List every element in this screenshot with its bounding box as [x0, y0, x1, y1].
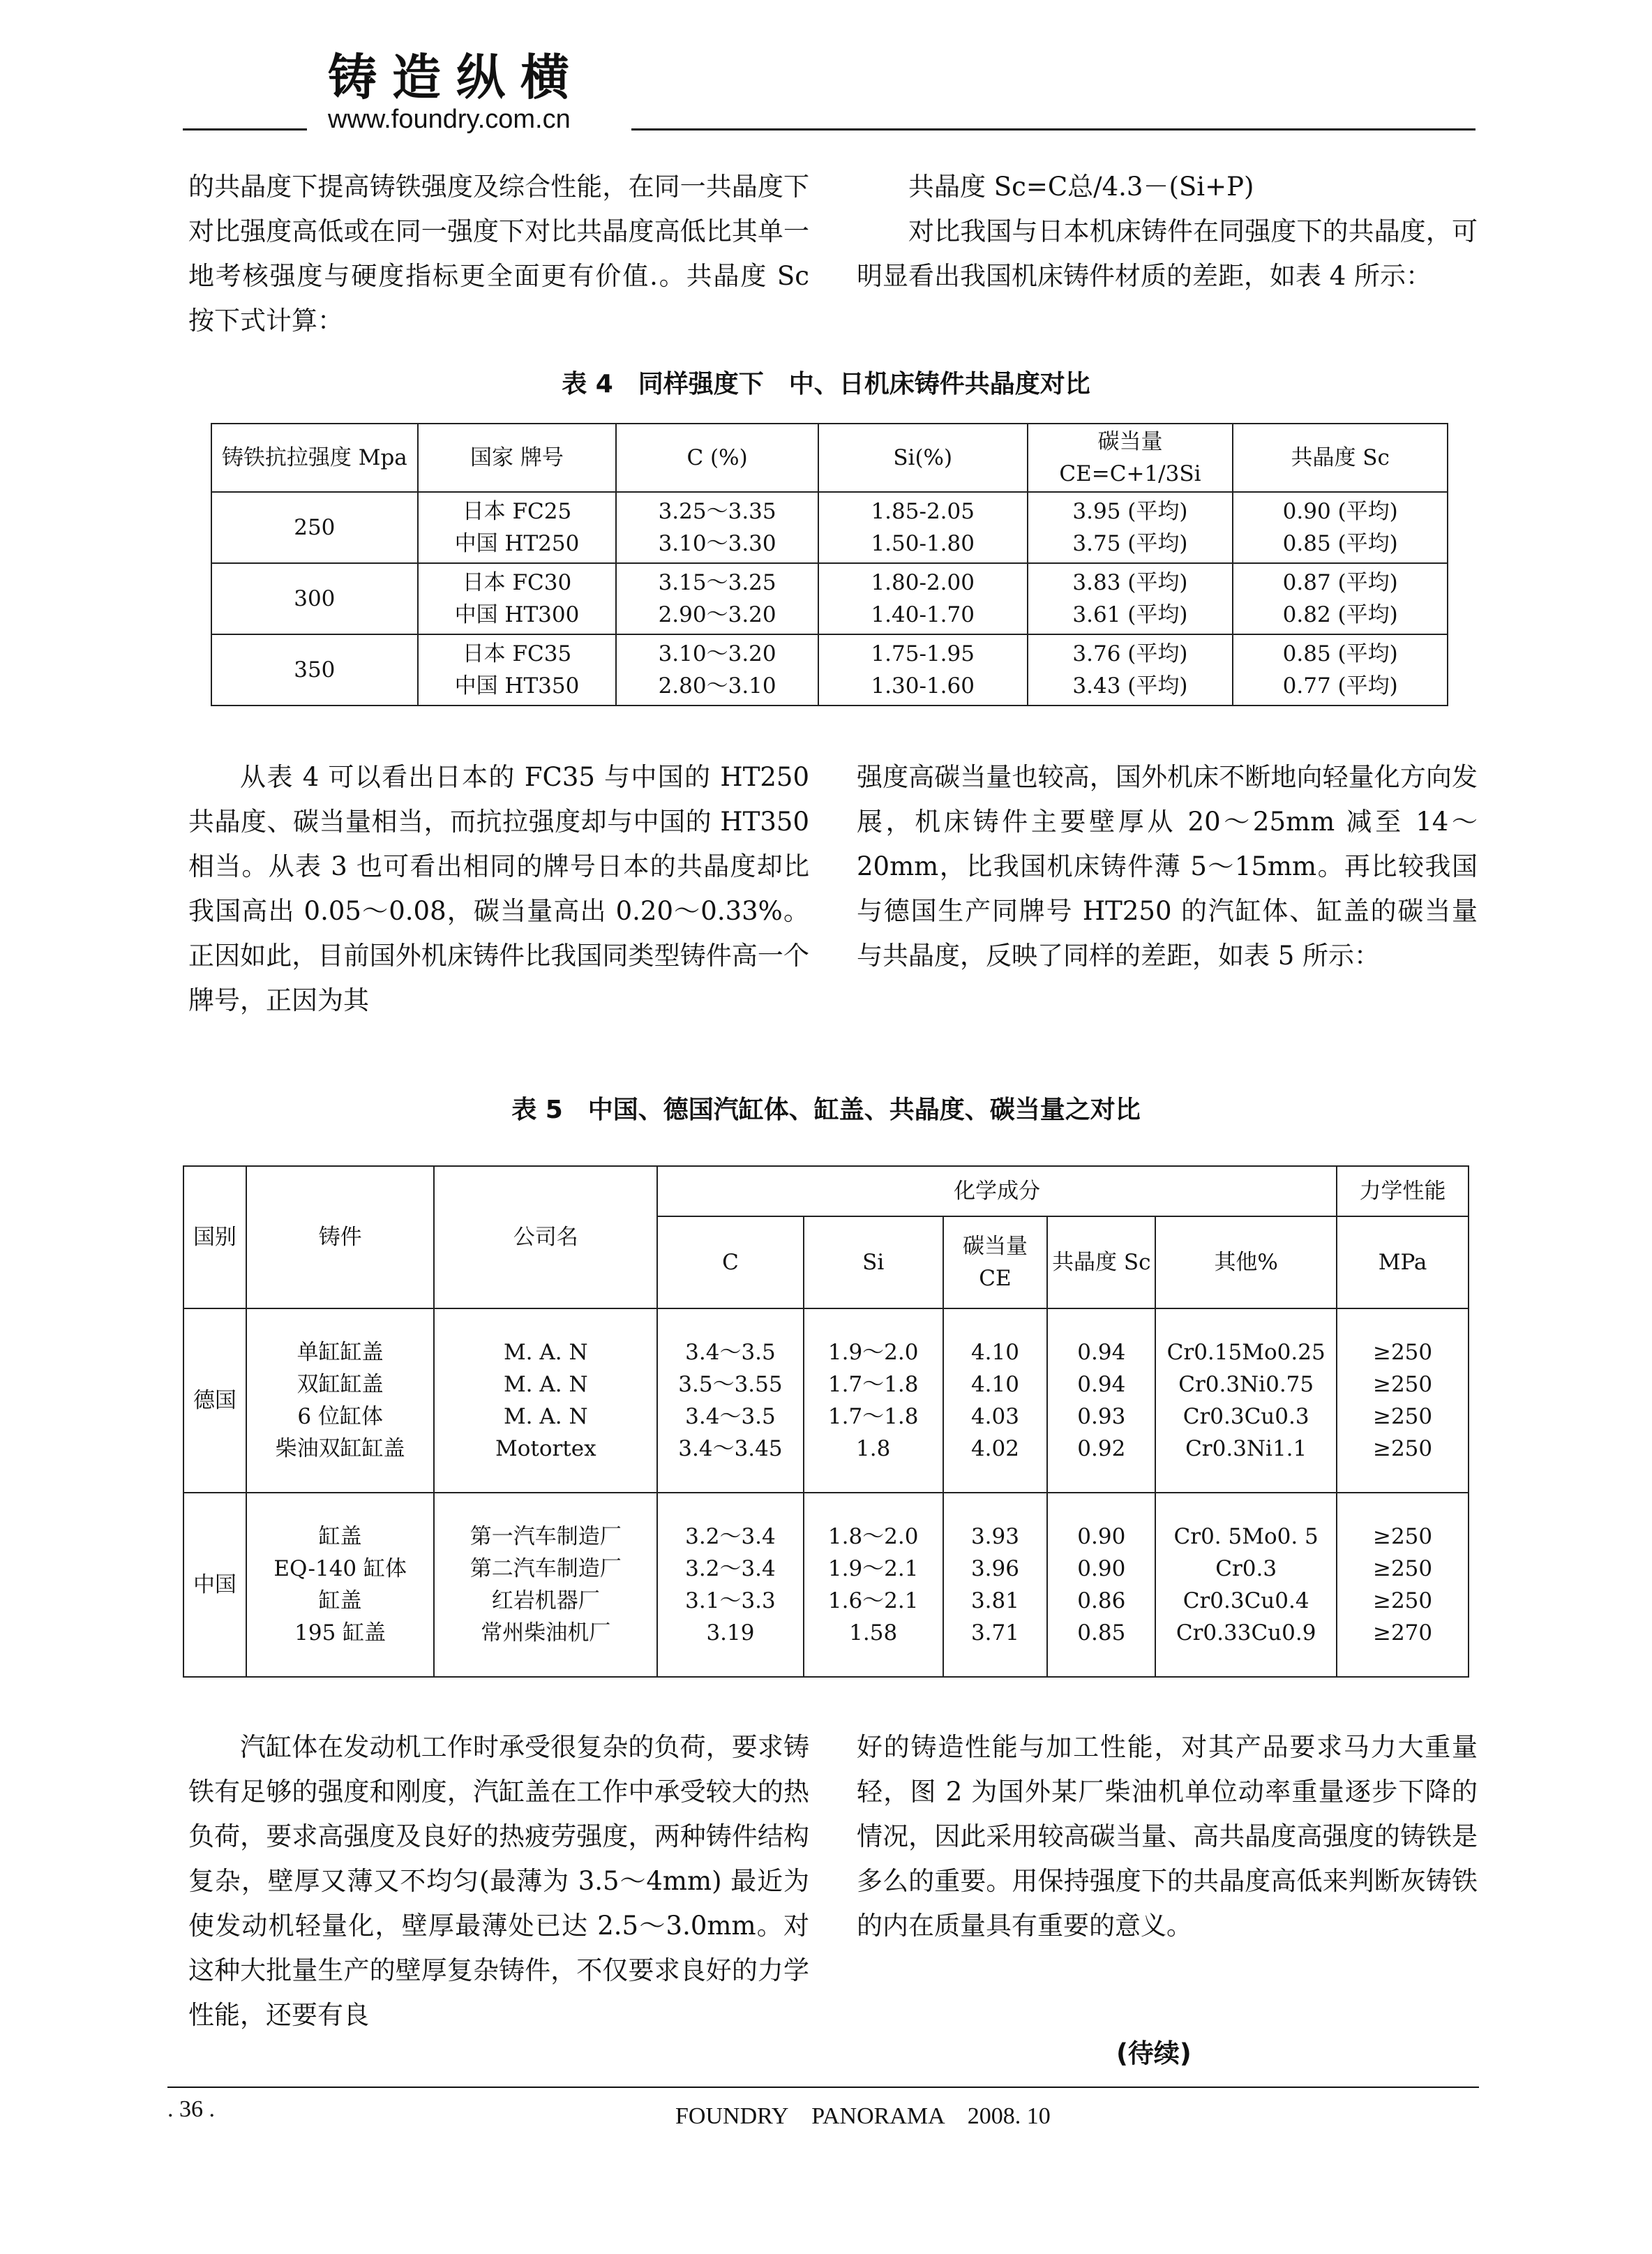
table5	[183, 1165, 1469, 1678]
bottom-right-column	[857, 1725, 1478, 1948]
other-cell: Cr0. 5Mo0. 5 Cr0.3 Cr0.3Cu0.4 Cr0.33Cu0.9	[1155, 1493, 1337, 1677]
table4-header-cell: C (%)	[616, 424, 818, 492]
middle-right-column	[857, 755, 1478, 978]
other-cell: Cr0.15Mo0.25 Cr0.3Ni0.75 Cr0.3Cu0.3 Cr0.3Ni1.1	[1155, 1308, 1337, 1493]
c-cell: 3.2～3.4 3.2～3.4 3.1～3.3 3.19	[657, 1493, 804, 1677]
casting-cell: 缸盖 EQ-140 缸体 缸盖 195 缸盖	[246, 1493, 435, 1677]
sc-header: 共晶度 Sc	[1047, 1216, 1155, 1308]
sc-cell: 0.90 0.90 0.86 0.85	[1047, 1493, 1155, 1677]
bottom-left-column	[188, 1725, 809, 2038]
strength-cell: 250	[211, 492, 418, 563]
journal-brand: 铸造纵横	[328, 49, 585, 106]
mpa-cell: ≥250 ≥250 ≥250 ≥270	[1337, 1493, 1469, 1677]
strength-cell: 300	[211, 563, 418, 634]
mpa-cell: ≥250 ≥250 ≥250 ≥250	[1337, 1308, 1469, 1493]
grade-cell: 日本 FC35 中国 HT350	[418, 634, 617, 706]
formula: 共晶度 Sc=C总/4.3－(Si+P)	[908, 172, 1254, 202]
ce-cell: 4.10 4.10 4.03 4.02	[943, 1308, 1048, 1493]
company-cell: 第一汽车制造厂 第二汽车制造厂 红岩机器厂 常州柴油机厂	[434, 1493, 657, 1677]
country-cell: 德国	[183, 1308, 246, 1493]
table4-header-cell: 共晶度 Sc	[1233, 424, 1448, 492]
ce-cell: 3.93 3.96 3.81 3.71	[943, 1493, 1048, 1677]
strength-cell: 350	[211, 634, 418, 706]
si-cell: 1.85-2.05 1.50-1.80	[818, 492, 1028, 563]
intro-left-paragraph: 的共晶度下提高铸铁强度及综合性能，在同一共晶度下对比强度高低或在同一强度下对比共晶度高低比其单一地考核强度与硬度指标更全面更有价值.。共晶度 Sc 按下式计算：	[188, 172, 809, 336]
bottom-right-paragraph: 好的铸造性能与加工性能，对其产品要求马力大重量轻，图 2 为国外某厂柴油机单位动率重量逐步下降的情况，因此采用较高碳当量、高共晶度高强度的铸铁是多么的重要。用保持强度下的共晶度高低来判断灰铸铁的内在质量具有重要的意义。	[857, 1732, 1478, 1941]
grade-cell: 日本 FC30 中国 HT300	[418, 563, 617, 634]
journal-url: www.foundry.com.cn	[328, 105, 571, 134]
c-cell: 3.25～3.35 3.10～3.30	[616, 492, 818, 563]
grade-cell: 日本 FC25 中国 HT250	[418, 492, 617, 563]
ce-cell: 3.83 (平均) 3.61 (平均)	[1028, 563, 1233, 634]
si-cell: 1.75-1.95 1.30-1.60	[818, 634, 1028, 706]
sc-cell: 0.85 (平均) 0.77 (平均)	[1233, 634, 1448, 706]
casting-cell: 单缸缸盖 双缸缸盖 6 位缸体 柴油双缸缸盖	[246, 1308, 435, 1493]
table4-header-cell: 碳当量 CE=C+1/3Si	[1028, 424, 1233, 492]
to-be-continued: (待续)	[1116, 2038, 1192, 2068]
c-cell: 3.10～3.20 2.80～3.10	[616, 634, 818, 706]
ce-cell: 3.76 (平均) 3.43 (平均)	[1028, 634, 1233, 706]
ce-cell: 3.95 (平均) 3.75 (平均)	[1028, 492, 1233, 563]
table4-header-cell: 国家 牌号	[418, 424, 617, 492]
casting-header: 铸件	[246, 1166, 435, 1308]
intro-right-paragraph: 对比我国与日本机床铸件在同强度下的共晶度，可明显看出我国机床铸件材质的差距，如表 4 所示：	[857, 216, 1478, 291]
table-row	[211, 563, 1448, 634]
other-header: 其他%	[1155, 1216, 1337, 1308]
table-row	[211, 492, 1448, 563]
mpa-header: MPa	[1337, 1216, 1469, 1308]
middle-left-column	[188, 755, 809, 1023]
sc-cell: 0.87 (平均) 0.82 (平均)	[1233, 563, 1448, 634]
ce-header: 碳当量 CE	[943, 1216, 1048, 1308]
si-cell: 1.9～2.0 1.7～1.8 1.7～1.8 1.8	[804, 1308, 943, 1493]
c-cell: 3.4～3.5 3.5～3.55 3.4～3.5 3.4～3.45	[657, 1308, 804, 1493]
c-cell: 3.15～3.25 2.90～3.20	[616, 563, 818, 634]
footer-rule	[167, 2087, 1479, 2088]
si-cell: 1.8～2.0 1.9～2.1 1.6～2.1 1.58	[804, 1493, 943, 1677]
chem-header: 化学成分	[657, 1166, 1337, 1216]
table4-header-row	[211, 424, 1448, 492]
table4-caption: 表 4 同样强度下 中、日机床铸件共晶度对比	[562, 370, 1090, 398]
c-header: C	[657, 1216, 804, 1308]
sc-cell: 0.90 (平均) 0.85 (平均)	[1233, 492, 1448, 563]
table5-header-row	[183, 1166, 1469, 1216]
table5-caption: 表 5 中国、德国汽缸体、缸盖、共晶度、碳当量之对比	[511, 1096, 1141, 1124]
table4-header-cell: 铸铁抗拉强度 Mpa	[211, 424, 418, 492]
intro-left-column	[188, 165, 809, 343]
mech-header: 力学性能	[1337, 1166, 1469, 1216]
table4	[211, 423, 1448, 706]
country-cell: 中国	[183, 1493, 246, 1677]
company-cell: M. A. N M. A. N M. A. N Motortex	[434, 1308, 657, 1493]
si-header: Si	[804, 1216, 943, 1308]
si-cell: 1.80-2.00 1.40-1.70	[818, 563, 1028, 634]
header-rule-left	[183, 128, 307, 130]
intro-right-column	[857, 165, 1478, 299]
sc-cell: 0.94 0.94 0.93 0.92	[1047, 1308, 1155, 1493]
country-header: 国别	[183, 1166, 246, 1308]
table-row	[183, 1308, 1469, 1493]
middle-left-paragraph: 从表 4 可以看出日本的 FC35 与中国的 HT250 共晶度、碳当量相当，而抗拉强度却与中国的 HT350 相当。从表 3 也可看出相同的牌号日本的共晶度却比我国高出 0.05～0.08，碳当量高出 0.20～0.33%。正因如此，目前国外机床铸件比我国同类型铸件高一个牌号，正因为其	[188, 762, 809, 1015]
table-row	[183, 1493, 1469, 1677]
table4-header-cell: Si(%)	[818, 424, 1028, 492]
bottom-left-paragraph: 汽缸体在发动机工作时承受很复杂的负荷，要求铸铁有足够的强度和刚度，汽缸盖在工作中承受较大的热负荷，要求高强度及良好的热疲劳强度，两种铸件结构复杂，壁厚又薄又不均匀(最薄为 3.5～4mm) 最近为使发动机轻量化，壁厚最薄处已达 2.5～3.0mm。对这种大批量生产的壁厚复杂铸件，不仅要求良好的力学性能，还要有良	[188, 1732, 809, 2030]
middle-right-paragraph: 强度高碳当量也较高，国外机床不断地向轻量化方向发展，机床铸件主要壁厚从 20～25mm 减至 14～20mm，比我国机床铸件薄 5～15mm。再比较我国与德国生产同牌号 HT250 的汽缸体、缸盖的碳当量与共晶度，反映了同样的差距，如表 5 所示：	[857, 762, 1478, 971]
journal-footer: FOUNDRY PANORAMA 2008. 10	[675, 2103, 1051, 2129]
header-rule-right	[631, 128, 1475, 130]
company-header: 公司名	[434, 1166, 657, 1308]
page-number: . 36 .	[167, 2096, 215, 2122]
table-row	[211, 634, 1448, 706]
